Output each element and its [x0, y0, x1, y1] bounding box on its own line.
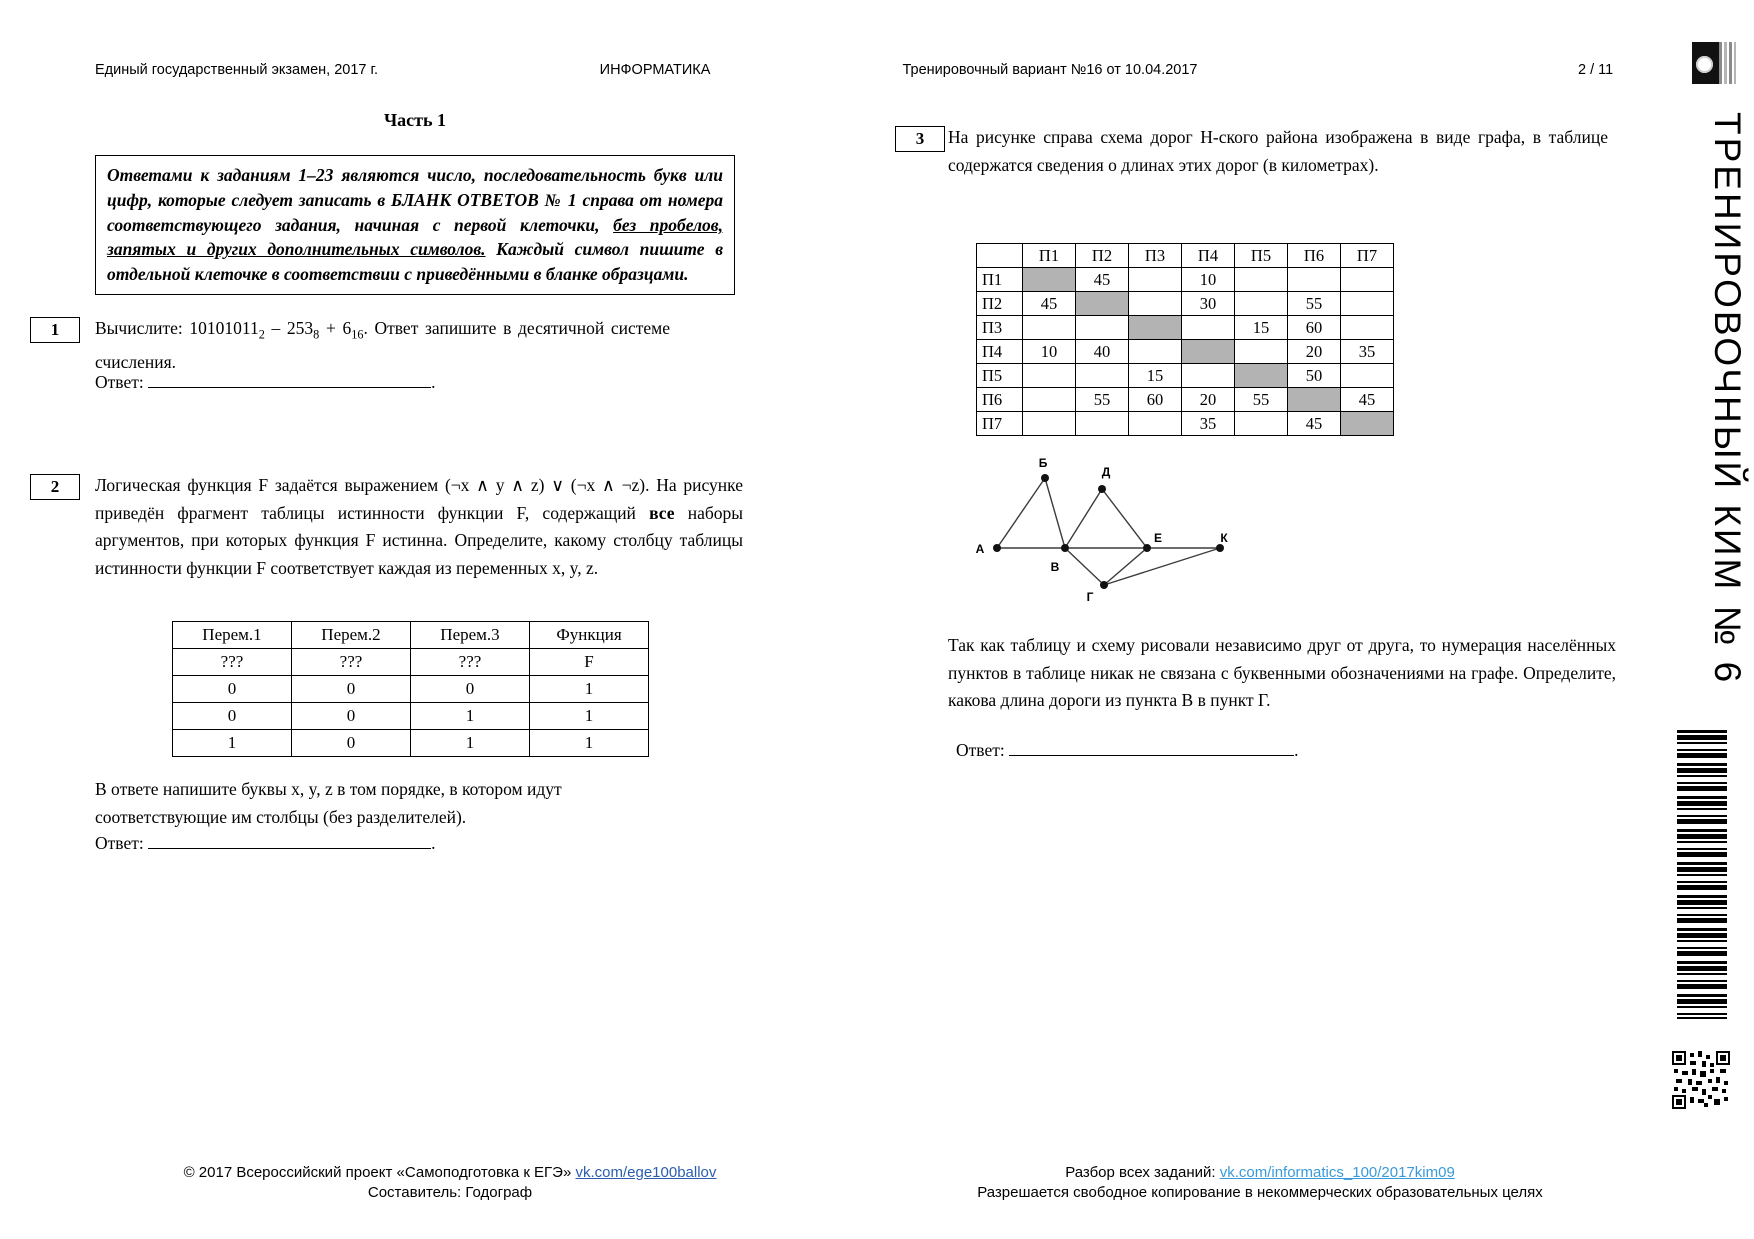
table-cell	[1182, 340, 1235, 364]
table-cell	[1182, 316, 1235, 340]
road-graph	[960, 445, 1290, 615]
brand-logo-stripes-icon	[1719, 42, 1736, 84]
answer-period: .	[431, 372, 436, 392]
question-1-answer-line	[95, 372, 435, 393]
question-3-outro: Так как таблицу и схему рисовали независимо друг от друга, то нумерация населённых пунктов в таблице никак не связана с буквенными обозначениями на графе. Определите, какова длина дороги из пункта В в пункт Г.	[948, 635, 1616, 710]
graph-node-label: Г	[1086, 590, 1094, 604]
table-cell	[1341, 412, 1394, 436]
graph-node	[1061, 544, 1069, 552]
instruction-text-underlined: без пробелов, запятых и других дополнительных символов.	[107, 214, 724, 260]
graph-node	[1098, 485, 1106, 493]
table-cell: 0	[292, 676, 411, 703]
table-cell: ???	[292, 649, 411, 676]
table-cell	[1076, 364, 1129, 388]
question-3-number: 3	[895, 126, 945, 152]
question-2-answer-line	[95, 833, 435, 854]
table-header-cell: П4	[1182, 244, 1235, 268]
table-cell: 1	[411, 703, 530, 730]
table-cell: 0	[292, 730, 411, 757]
q2-text-part: наборы аргументов, при которых функция F истинна. Определите, какому столбцу таблицы истинности функции F соответствует каждая из переменных x, y, z.	[95, 502, 744, 578]
answer-label: Ответ:	[95, 372, 144, 392]
instruction-text-3: Каждый символ пишите в отдельной клеточке в соответствии с приведёнными в бланке образцами.	[107, 239, 724, 285]
table-header-cell: П1	[1023, 244, 1076, 268]
q2-text-bold: все	[649, 502, 675, 523]
table-cell	[1023, 316, 1076, 340]
table-cell	[1076, 316, 1129, 340]
table-cell	[1235, 412, 1288, 436]
barcode	[1677, 730, 1727, 1019]
table-cell	[1235, 268, 1288, 292]
table-header-cell: Перем.2	[292, 622, 411, 649]
table-cell	[1182, 364, 1235, 388]
table-cell	[1023, 412, 1076, 436]
table-cell: 20	[1288, 340, 1341, 364]
table-cell: 0	[292, 703, 411, 730]
footer-left-line1	[140, 1163, 760, 1183]
table-row	[173, 676, 649, 703]
question-1-text	[95, 315, 670, 377]
table-header-cell: Перем.1	[173, 622, 292, 649]
question-2-outro: В ответе напишите буквы x, y, z в том порядке, в котором идут соответствующие им столбцы (без разделителей).	[95, 779, 562, 827]
answer-blank	[148, 372, 431, 388]
graph-node	[993, 544, 1001, 552]
graph-node-label: Д	[1101, 465, 1111, 479]
table-row	[977, 412, 1394, 436]
table-cell: 35	[1341, 340, 1394, 364]
instruction-text-blank: БЛАНК ОТВЕТОВ № 1	[390, 189, 577, 210]
question-1-number: 1	[30, 317, 80, 343]
graph-edge	[1102, 489, 1147, 548]
answer-label: Ответ:	[95, 833, 144, 853]
table-cell: 15	[1235, 316, 1288, 340]
table-cell: 15	[1129, 364, 1182, 388]
table-header-cell: П2	[1076, 244, 1129, 268]
table-cell	[1023, 388, 1076, 412]
sidebar-vertical-label: ТРЕНИРОВОЧНЫЙ КИМ № 6	[1707, 112, 1748, 686]
graph-edge	[1104, 548, 1147, 585]
table-cell	[1076, 292, 1129, 316]
table-cell: 1	[530, 730, 649, 757]
table-cell: 1	[411, 730, 530, 757]
table-cell: 1	[173, 730, 292, 757]
distance-table	[976, 243, 1394, 436]
instruction-text-2: справа от номера соответствующего задания, начиная с первой клеточки,	[107, 189, 723, 235]
table-cell: 45	[1076, 268, 1129, 292]
table-cell: 55	[1076, 388, 1129, 412]
table-cell: 40	[1076, 340, 1129, 364]
graph-node-label: В	[1050, 560, 1060, 574]
table-cell: 55	[1235, 388, 1288, 412]
question-2-text	[95, 472, 743, 582]
table-cell: 0	[173, 676, 292, 703]
footer-right-link[interactable]: vk.com/informatics_100/2017kim09	[1219, 1164, 1455, 1181]
graph-node	[1041, 474, 1049, 482]
instruction-text-1: Ответами к заданиям 1–23 являются число, последовательность букв или цифр, которые следует записать в	[107, 165, 723, 210]
table-cell	[1129, 316, 1182, 340]
table-row	[173, 703, 649, 730]
truth-table	[172, 621, 649, 757]
q1-subscript: 16	[351, 327, 364, 342]
table-cell: 55	[1288, 292, 1341, 316]
question-3-answer-line	[956, 740, 1298, 761]
table-row	[977, 292, 1394, 316]
table-row	[977, 388, 1394, 412]
q1-subscript: 8	[313, 327, 320, 342]
brand-logo-emblem	[1692, 42, 1719, 84]
footer-left-link[interactable]: vk.com/ege100ballov	[575, 1164, 717, 1181]
header-exam-name: Единый государственный экзамен, 2017 г.	[95, 62, 379, 78]
q1-text-part: – 253	[264, 318, 314, 338]
q1-subscript: 2	[258, 327, 265, 342]
table-cell: ???	[173, 649, 292, 676]
table-cell: П5	[977, 364, 1023, 388]
question-2-number: 2	[30, 474, 80, 500]
table-cell: П1	[977, 268, 1023, 292]
part1-title: Часть 1	[383, 110, 447, 130]
table-header-cell: П3	[1129, 244, 1182, 268]
q1-text-part: + 6	[319, 318, 352, 338]
answer-period: .	[1294, 740, 1299, 760]
table-cell	[1129, 340, 1182, 364]
table-cell	[1023, 268, 1076, 292]
table-cell: F	[530, 649, 649, 676]
table-cell: 1	[530, 676, 649, 703]
table-cell	[1129, 412, 1182, 436]
table-header-cell: Функция	[530, 622, 649, 649]
table-cell: 30	[1182, 292, 1235, 316]
footer-license: Разрешается свободное копирование в некоммерческих образовательных целях	[977, 1184, 1543, 1201]
footer-solutions-label: Разбор всех заданий:	[1065, 1164, 1220, 1181]
footer-right-line1	[920, 1163, 1600, 1183]
table-cell: 20	[1182, 388, 1235, 412]
table-cell	[1129, 268, 1182, 292]
answer-blank	[148, 833, 431, 849]
answer-label: Ответ:	[956, 740, 1005, 760]
table-header-cell	[977, 244, 1023, 268]
table-cell: П7	[977, 412, 1023, 436]
q2-text-part: Логическая функция F задаётся выражением (¬x ∧ y ∧ z) ∨ (¬x ∧ ¬z). На рисунке приведён фрагмент таблицы истинности функции F, содержащий	[95, 475, 743, 523]
table-cell: 45	[1341, 388, 1394, 412]
table-cell: П6	[977, 388, 1023, 412]
table-cell	[1341, 292, 1394, 316]
table-cell	[1235, 292, 1288, 316]
table-cell	[1129, 292, 1182, 316]
footer-copyright: © 2017 Всероссийский проект «Самоподготовка к ЕГЭ»	[183, 1164, 576, 1181]
graph-edge	[997, 478, 1045, 548]
table-cell	[1288, 268, 1341, 292]
table-cell: 35	[1182, 412, 1235, 436]
graph-edge	[1104, 548, 1220, 585]
table-cell: 1	[530, 703, 649, 730]
table-cell	[1076, 412, 1129, 436]
header-variant: Тренировочный вариант №16 от 10.04.2017	[902, 62, 1198, 78]
table-row	[977, 340, 1394, 364]
graph-edge	[1065, 489, 1102, 548]
table-header-cell: Перем.3	[411, 622, 530, 649]
table-cell: 60	[1129, 388, 1182, 412]
table-row	[977, 364, 1394, 388]
qr-code	[1672, 1051, 1730, 1109]
header-page-number: 2 / 11	[1578, 62, 1614, 78]
answer-blank	[1009, 740, 1294, 756]
graph-node-label: Е	[1153, 531, 1163, 545]
graph-node	[1100, 581, 1108, 589]
table-cell: П2	[977, 292, 1023, 316]
footer-right	[920, 1163, 1600, 1203]
table-row	[173, 649, 649, 676]
table-cell: 0	[173, 703, 292, 730]
q1-text-part: Вычислите: 10101011	[95, 318, 259, 338]
table-cell: П4	[977, 340, 1023, 364]
graph-node-label: К	[1220, 531, 1228, 545]
footer-author: Составитель: Годограф	[367, 1184, 533, 1201]
table-cell: 0	[411, 676, 530, 703]
table-cell: 10	[1023, 340, 1076, 364]
answer-period: .	[431, 833, 436, 853]
table-cell: 10	[1182, 268, 1235, 292]
table-cell	[1235, 364, 1288, 388]
graph-node	[1216, 544, 1224, 552]
table-row	[977, 316, 1394, 340]
header-subject: ИНФОРМАТИКА	[599, 62, 711, 78]
table-cell: ???	[411, 649, 530, 676]
table-cell	[1023, 364, 1076, 388]
table-header-cell: П6	[1288, 244, 1341, 268]
table-cell: 45	[1288, 412, 1341, 436]
graph-node-label: Б	[1038, 456, 1048, 470]
table-cell	[1341, 364, 1394, 388]
table-header-cell: П5	[1235, 244, 1288, 268]
table-cell	[1341, 268, 1394, 292]
table-cell: 50	[1288, 364, 1341, 388]
table-row	[173, 730, 649, 757]
table-cell: 45	[1023, 292, 1076, 316]
graph-node	[1143, 544, 1151, 552]
table-header-cell: П7	[1341, 244, 1394, 268]
table-cell	[1341, 316, 1394, 340]
question-3-text: На рисунке справа схема дорог Н-ского района изображена в виде графа, в таблице содержатся сведения о длинах этих дорог (в километрах).	[948, 127, 1608, 175]
instruction-box	[95, 155, 735, 295]
graph-edge	[1045, 478, 1065, 548]
table-row	[977, 268, 1394, 292]
graph-edge	[1065, 548, 1104, 585]
table-cell: 60	[1288, 316, 1341, 340]
table-cell	[1235, 340, 1288, 364]
footer-left	[140, 1163, 760, 1203]
table-cell: П3	[977, 316, 1023, 340]
brand-logo-circle-icon	[1696, 56, 1713, 73]
brand-logo	[1692, 42, 1736, 84]
graph-node-label: А	[975, 542, 985, 556]
q1-text-part: . Ответ запишите в десятичной системе счисления.	[95, 318, 671, 372]
table-cell	[1288, 388, 1341, 412]
